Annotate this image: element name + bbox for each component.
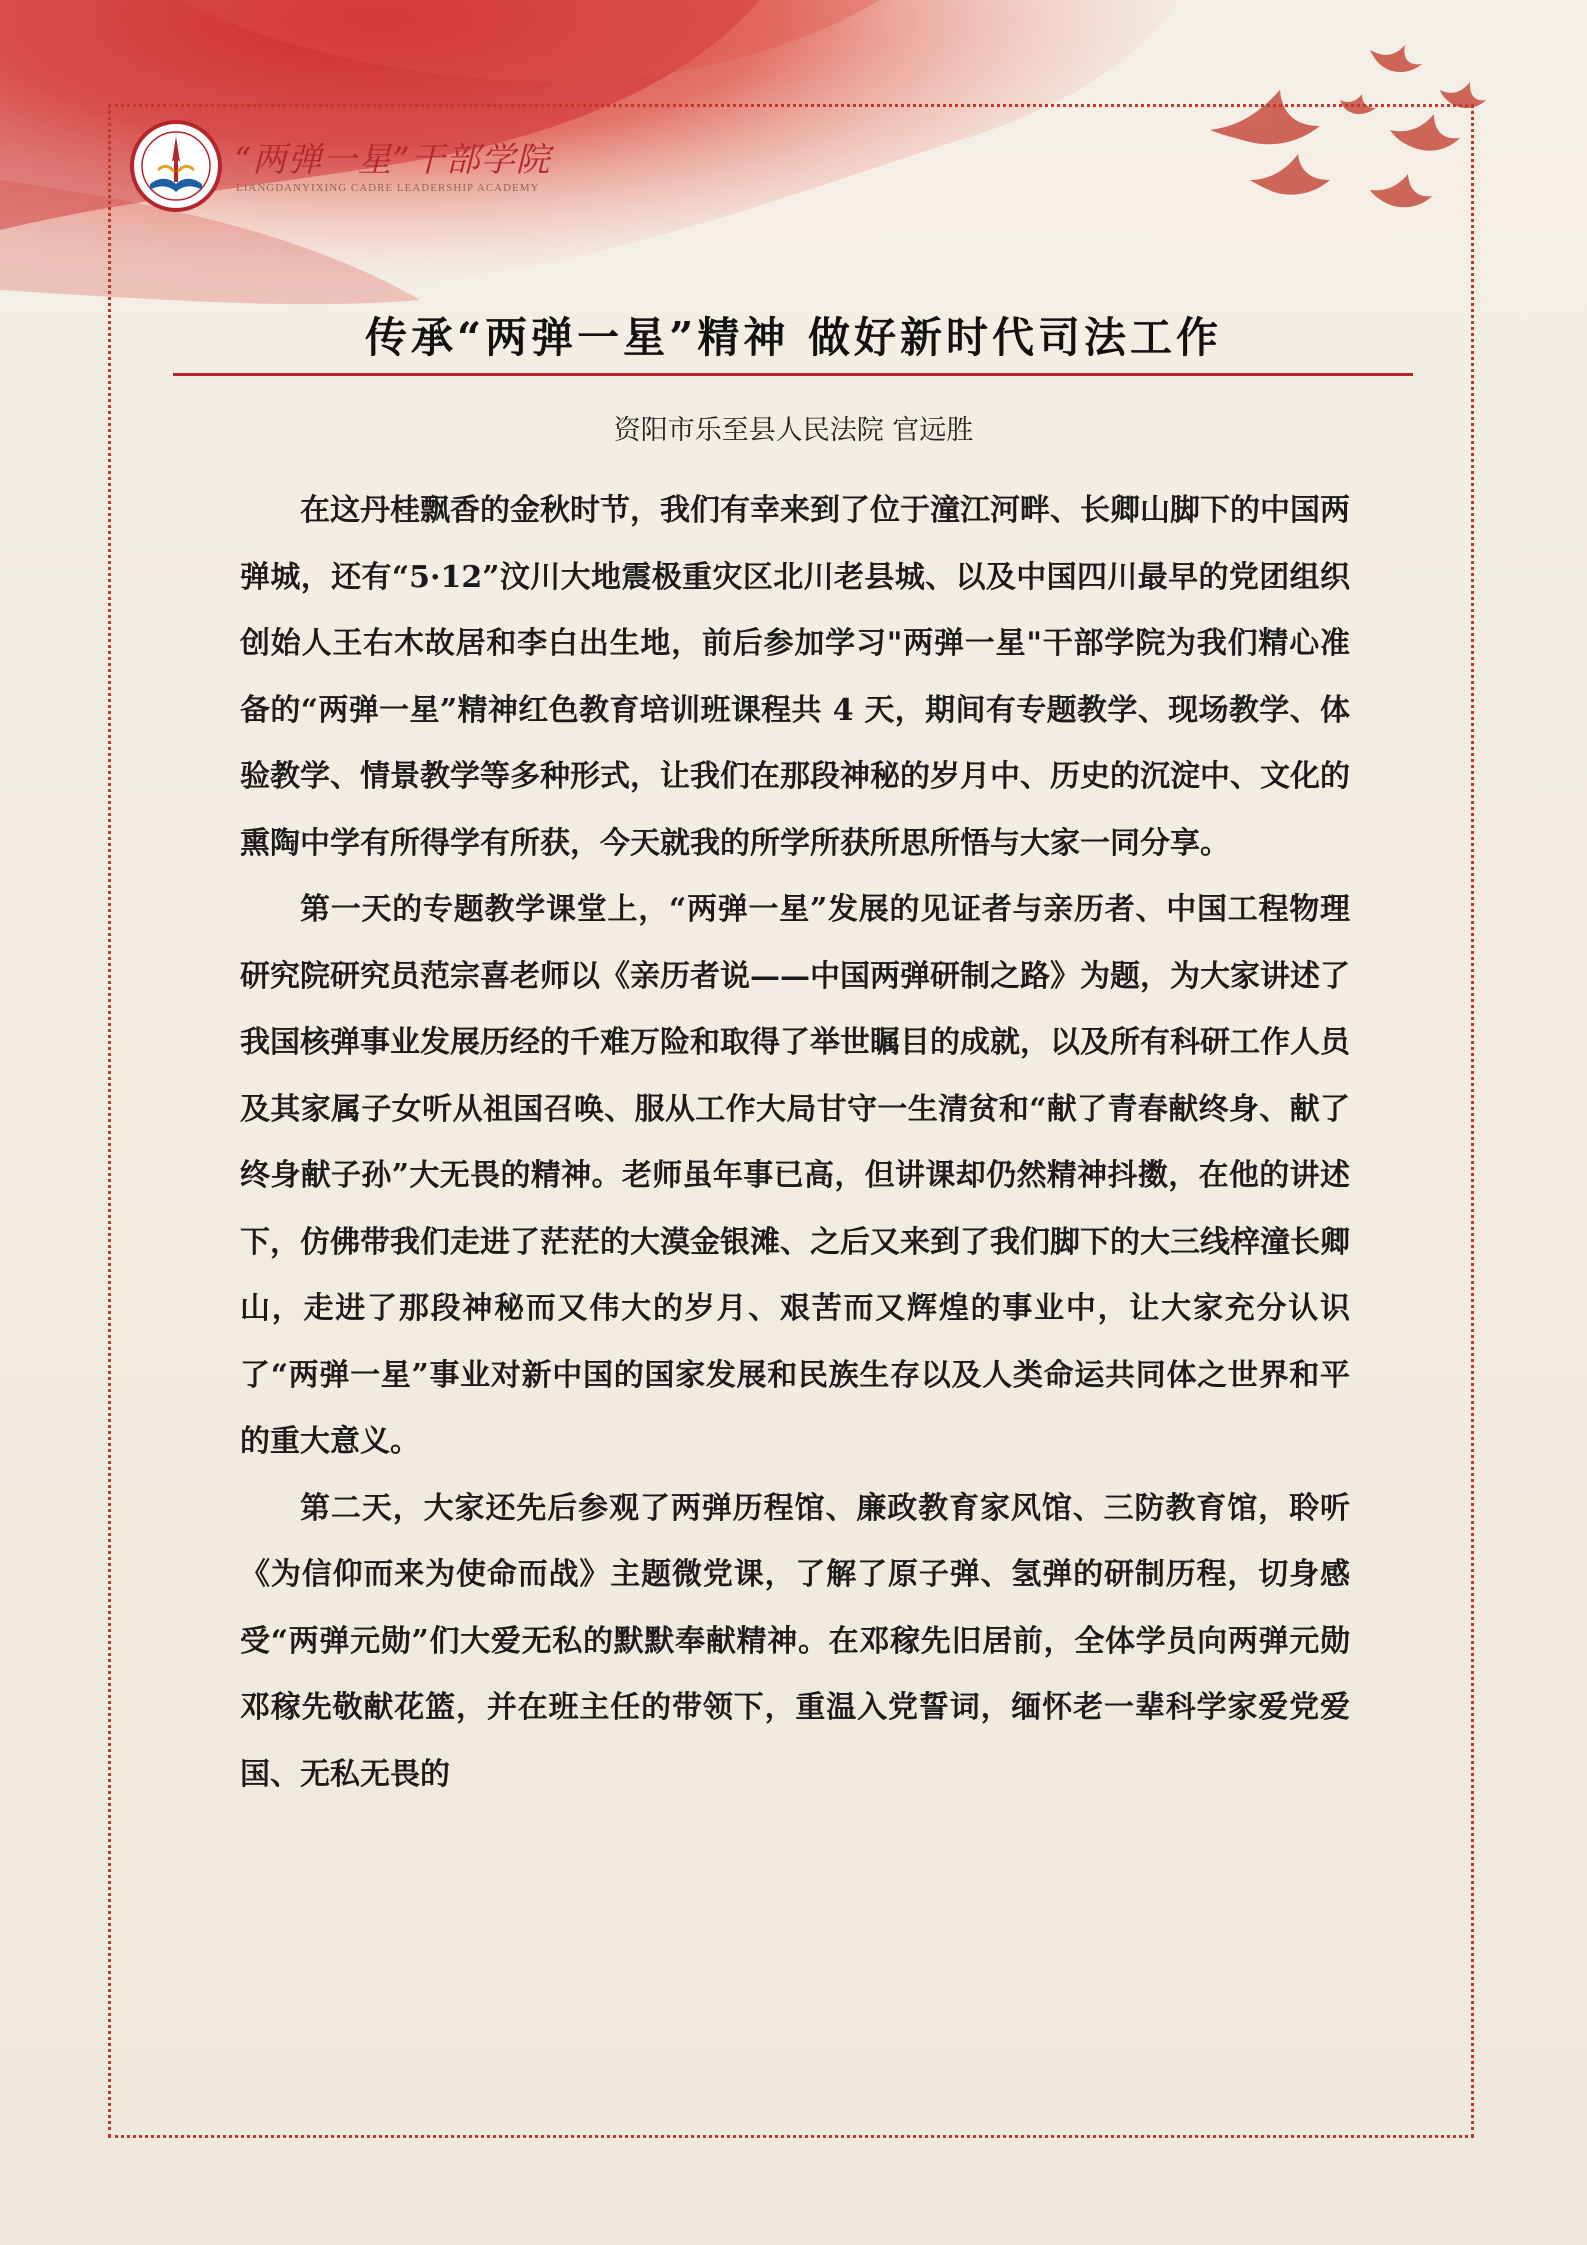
article-author: 资阳市乐至县人民法院 官远胜 (613, 415, 974, 446)
academy-subtitle: LIANGDANYIXING CADRE LEADERSHIP ACADEMY (236, 182, 540, 194)
title-underline (173, 373, 1413, 376)
academy-emblem-icon (128, 118, 224, 214)
paragraph: 在这丹桂飘香的金秋时节，我们有幸来到了位于潼江河畔、长卿山脚下的中国两弹城，还有“5·12”汶川大地震极重灾区北川老县城、以及中国四川最早的党团组织创始人王右木故居和李白出生地，前后参加学习"两弹一星"干部学院为我们精心准备的“两弹一星”精神红色教育培训班课程共 4 天，期间有专题教学、现场教学、体验教学、情景教学等多种形式，让我们在那段神秘的岁月中、历史的沉淀中、文化的熏陶中学有所得学有所获，今天就我的所学所获所思所悟与大家一同分享。 (240, 493, 1350, 861)
paragraph: 第一天的专题教学课堂上，“两弹一星”发展的见证者与亲历者、中国工程物理研究院研究员范宗喜老师以《亲历者说——中国两弹研制之路》为题，为大家讲述了我国核弹事业发展历经的千难万险和取得了举世瞩目的成就，以及所有科研工作人员及其家属子女听从祖国召唤、服从工作大局甘守一生清贫和“献了青春献终身、献了终身献子孙”大无畏的精神。老师虽年事已高，但讲课却仍然精神抖擞，在他的讲述下，仿佛带我们走进了茫茫的大漠金银滩、之后又来到了我们脚下的大三线梓潼长卿山，走进了那段神秘而又伟大的岁月、艰苦而又辉煌的事业中，让大家充分认识了“两弹一星”事业对新中国的国家发展和民族生存以及人类命运共同体之世界和平的重大意义。 (240, 892, 1350, 1459)
academy-name: “两弹一星”干部学院 (234, 140, 551, 180)
academy-logo (128, 118, 551, 218)
article-body (240, 478, 1350, 1808)
doves-decoration-icon (1190, 30, 1490, 260)
paragraph: 第二天，大家还先后参观了两弹历程馆、廉政教育家风馆、三防教育馆，聆听《为信仰而来为使命而战》主题微党课，了解了原子弹、氢弹的研制历程，切身感受“两弹元勋”们大爱无私的默默奉献精神。在邓稼先旧居前，全体学员向两弹元勋邓稼先敬献花篮，并在班主任的带领下，重温入党誓词，缅怀老一辈科学家爱党爱国、无私无畏的 (240, 1490, 1350, 1792)
article-title: 传承“两弹一星”精神 做好新时代司法工作 (365, 313, 1222, 362)
